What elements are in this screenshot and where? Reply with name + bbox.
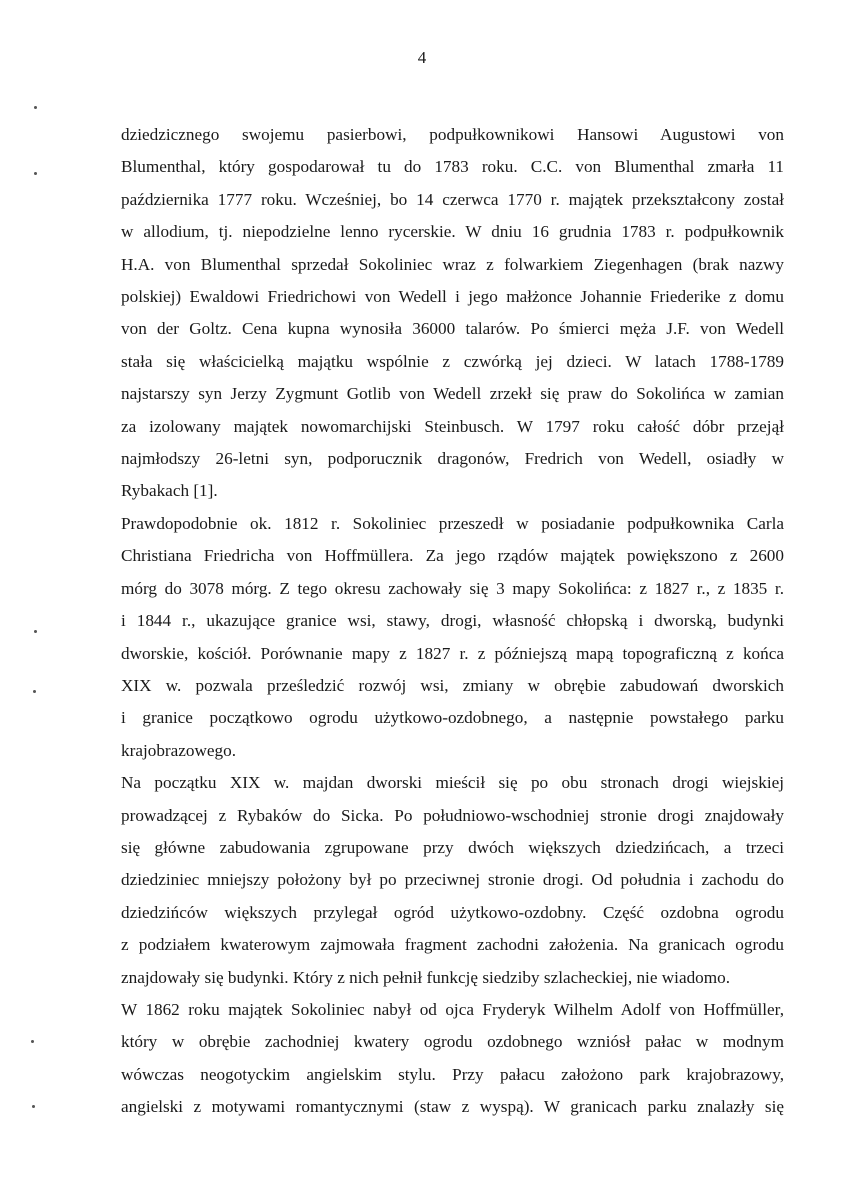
text-line: Prawdopodobnie ok. 1812 r. Sokoliniec przeszedł w posiadanie podpułkownika Carla <box>121 513 784 533</box>
document-body <box>121 119 784 1124</box>
text-line: dworskie, kościół. Porównanie mapy z 1827 r. z późniejszą mapą topograficzną z końca <box>121 643 784 663</box>
paragraph-4 <box>121 994 784 1124</box>
paragraph-2 <box>121 508 784 767</box>
text-line: który w obrębie zachodniej kwatery ogrodu ozdobnego wzniósł pałac w modnym <box>121 1032 784 1052</box>
scan-speck <box>34 172 37 175</box>
text-line: za izolowany majątek nowomarchijski Steinbusch. W 1797 roku całość dóbr przejął <box>121 416 784 436</box>
text-line: i 1844 r., ukazujące granice wsi, stawy, drogi, własność chłopską i dworską, budynki <box>121 611 784 631</box>
text-line: von der Goltz. Cena kupna wynosiła 36000 talarów. Po śmierci męża J.F. von Wedell <box>121 319 784 339</box>
text-line: angielski z motywami romantycznymi (staw z wyspą). W granicach parku znalazły się <box>121 1097 784 1117</box>
text-line: wówczas neogotyckim angielskim stylu. Przy pałacu założono park krajobrazowy, <box>121 1064 784 1084</box>
scan-speck <box>32 1105 35 1108</box>
text-line: z podziałem kwaterowym zajmowała fragment zachodni założenia. Na granicach ogrodu <box>121 935 784 955</box>
paragraph-1 <box>121 119 784 508</box>
text-line: października 1777 roku. Wcześniej, bo 14 czerwca 1770 r. majątek przekształcony został <box>121 189 784 209</box>
scan-speck <box>34 630 37 633</box>
text-line: mórg do 3078 mórg. Z tego okresu zachowały się 3 mapy Sokolińca: z 1827 r., z 1835 r. <box>121 578 784 598</box>
text-line: najmłodszy 26-letni syn, podporucznik dragonów, Fredrich von Wedell, osiadły w <box>121 449 784 469</box>
text-line: dziedzińców większych przylegał ogród użytkowo-ozdobny. Część ozdobna ogrodu <box>121 902 784 922</box>
text-line: stała się właścicielką majątku wspólnie z czwórką jej dzieci. W latach 1788-1789 <box>121 351 784 371</box>
text-line: polskiej) Ewaldowi Friedrichowi von Wedell i jego małżonce Johannie Friederike z domu <box>121 287 784 307</box>
paragraph-3 <box>121 767 784 994</box>
text-line: Na początku XIX w. majdan dworski mieścił się po obu stronach drogi wiejskiej <box>121 773 784 793</box>
text-line: się główne zabudowania zgrupowane przy dwóch większych dziedzińcach, a trzeci <box>121 837 784 857</box>
text-line: XIX w. pozwala prześledzić rozwój wsi, zmiany w obrębie zabudowań dworskich <box>121 675 784 695</box>
text-line: krajobrazowego. <box>121 740 237 760</box>
text-line: W 1862 roku majątek Sokoliniec nabył od ojca Fryderyk Wilhelm Adolf von Hoffmüller, <box>121 999 784 1019</box>
text-line: Christiana Friedricha von Hoffmüllera. Za jego rządów majątek powiększono z 2600 <box>121 546 784 566</box>
text-line: Rybakach [1]. <box>121 481 218 501</box>
text-line: prowadzącej z Rybaków do Sicka. Po południowo-wschodniej stronie drogi znajdowały <box>121 805 784 825</box>
scan-speck <box>34 106 37 109</box>
scan-speck <box>33 690 36 693</box>
text-line: Blumenthal, który gospodarował tu do 1783 roku. C.C. von Blumenthal zmarła 11 <box>121 157 784 177</box>
text-line: i granice początkowo ogrodu użytkowo-ozdobnego, a następnie powstałego parku <box>121 708 784 728</box>
page-number: 4 <box>417 48 427 67</box>
text-line: najstarszy syn Jerzy Zygmunt Gotlib von Wedell zrzekł się praw do Sokolińca w zamian <box>121 384 784 404</box>
text-line: znajdowały się budynki. Który z nich pełnił funkcję siedziby szlacheckiej, nie wiadomo. <box>121 967 731 987</box>
text-line: w allodium, tj. niepodzielne lenno rycerskie. W dniu 16 grudnia 1783 r. podpułkownik <box>121 222 784 242</box>
text-line: H.A. von Blumenthal sprzedał Sokoliniec wraz z folwarkiem Ziegenhagen (brak nazwy <box>121 254 784 274</box>
text-line: dziedziniec mniejszy położony był po przeciwnej stronie drogi. Od południa i zachodu do <box>121 870 784 890</box>
scan-speck <box>31 1040 34 1043</box>
text-line: dziedzicznego swojemu pasierbowi, podpułkownikowi Hansowi Augustowi von <box>121 125 784 144</box>
